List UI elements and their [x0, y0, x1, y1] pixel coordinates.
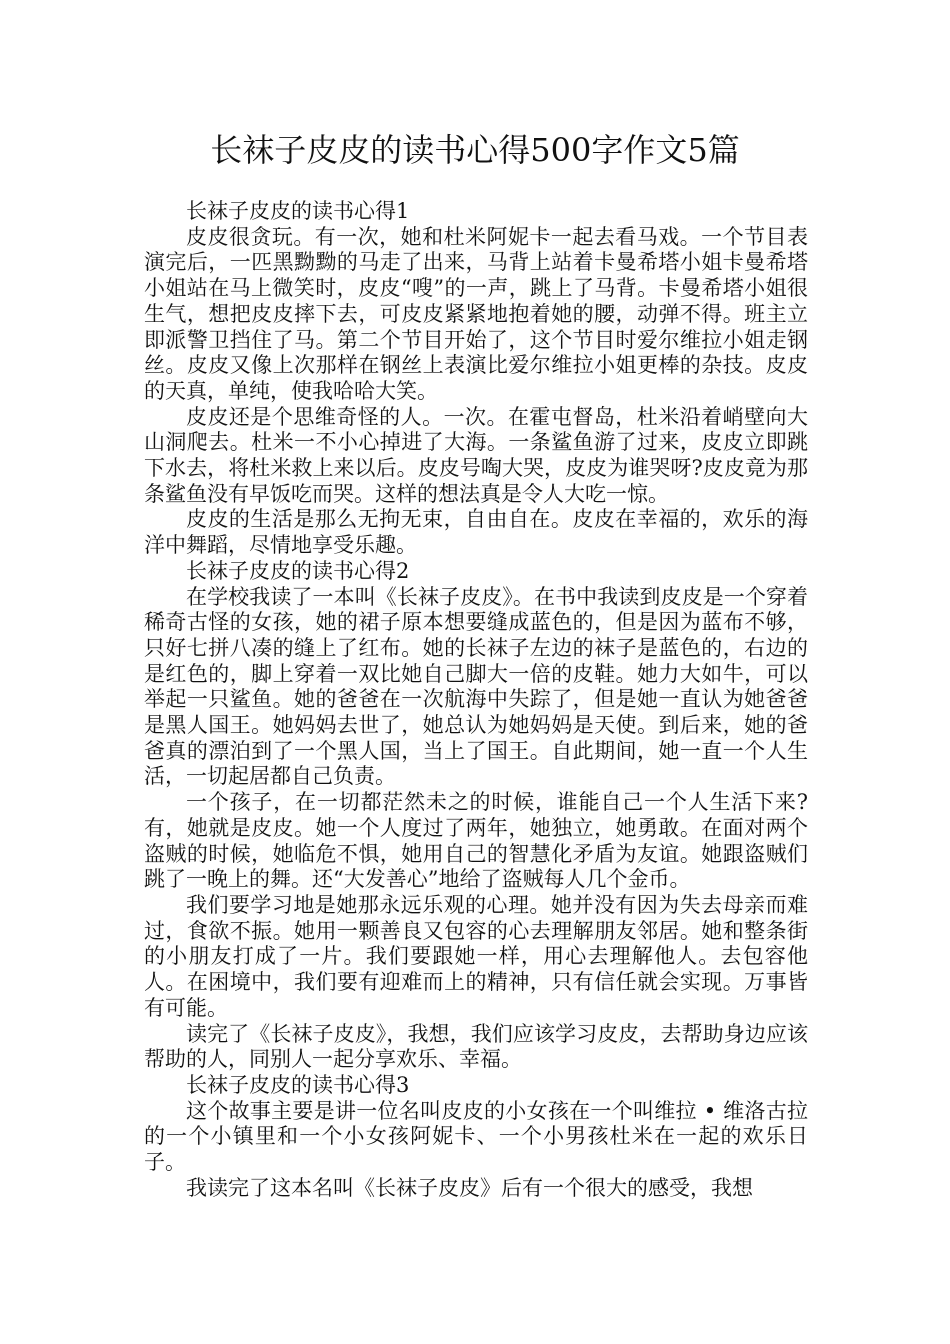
section-heading-2: 长袜子皮皮的读书心得2 — [186, 558, 410, 583]
section-heading-3: 长袜子皮皮的读书心得3 — [186, 1072, 410, 1097]
paragraph: 皮皮很贪玩。有一次，她和杜米阿妮卡一起去看马戏。一个节目表演完后，一匹黑黝黝的马走了出来，马背上站着卡曼希塔小姐卡曼希塔小姐站在马上微笑时，皮皮“嗖”的一声，跳上了马背。卡曼希塔小姐很生气，想把皮皮摔下去，可皮皮紧紧地抱着她的腰，动弹不得。班主立即派警卫挡住了马。第二个节目开始了，这个节目时爱尔维拉小姐走钢丝。皮皮又像上次那样在钢丝上表演比爱尔维拉小姐更棒的杂技。皮皮的天真，单纯，使我哈哈大笑。 — [144, 224, 808, 403]
paragraph: 皮皮的生活是那么无拘无束，自由自在。皮皮在幸福的，欢乐的海洋中舞蹈，尽情地享受乐趣。 — [144, 507, 808, 558]
paragraph: 我们要学习地是她那永远乐观的心理。她并没有因为失去母亲而难过，食欲不振。她用一颗善良又包容的心去理解朋友邻居。她和整条街的小朋友打成了一片。我们要跟她一样，用心去理解他人。去包容他人。在困境中，我们要有迎难而上的精神，只有信任就会实现。万事皆有可能。 — [144, 892, 808, 1020]
section-heading-1: 长袜子皮皮的读书心得1 — [186, 199, 410, 223]
paragraph: 皮皮还是个思维奇怪的人。一次。在霍屯督岛，杜米沿着峭壁向大山洞爬去。杜米一不小心掉进了大海。一条鲨鱼游了过来，皮皮立即跳下水去，将杜米救上来以后。皮皮号啕大哭，皮皮为谁哭呀?皮皮竟为那条鲨鱼没有早饭吃而哭。这样的想法真是令人大吃一惊。 — [144, 404, 808, 506]
paragraph: 我读完了这本名叫《长袜子皮皮》后有一个很大的感受，我想 — [186, 1175, 753, 1200]
paragraph: 一个孩子，在一切都茫然未之的时候，谁能自己一个人生活下来?有，她就是皮皮。她一个人度过了两年，她独立，她勇敢。在面对两个盗贼的时候，她临危不惧，她用自己的智慧化矛盾为友谊。她跟盗贼们跳了一晚上的舞。还“大发善心”地给了盗贼每人几个金币。 — [144, 790, 808, 892]
paragraph: 这个故事主要是讲一位名叫皮皮的小女孩在一个叫维拉 • 维洛古拉的一个小镇里和一个小女孩阿妮卡、一个小男孩杜米在一起的欢乐日子。 — [144, 1098, 808, 1175]
document-body — [144, 199, 808, 1201]
paragraph: 读完了《长袜子皮皮》，我想，我们应该学习皮皮，去帮助身边应该帮助的人，同别人一起分享欢乐、幸福。 — [144, 1021, 808, 1072]
document-title: 长袜子皮皮的读书心得500字作文5篇 — [210, 131, 740, 169]
paragraph: 在学校我读了一本叫《长袜子皮皮》。在书中我读到皮皮是一个穿着稀奇古怪的女孩，她的裙子原本想要缝成蓝色的，但是因为蓝布不够，只好七拼八凑的缝上了红布。她的长袜子左边的袜子是蓝色的，右边的是红色的，脚上穿着一双比她自己脚大一倍的皮鞋。她力大如牛，可以举起一只鲨鱼。她的爸爸在一次航海中失踪了，但是她一直认为她爸爸是黑人国王。她妈妈去世了，她总认为她妈妈是天使。到后来，她的爸爸真的漂泊到了一个黑人国，当上了国王。自此期间，她一直一个人生活，一切起居都自己负责。 — [144, 584, 808, 789]
